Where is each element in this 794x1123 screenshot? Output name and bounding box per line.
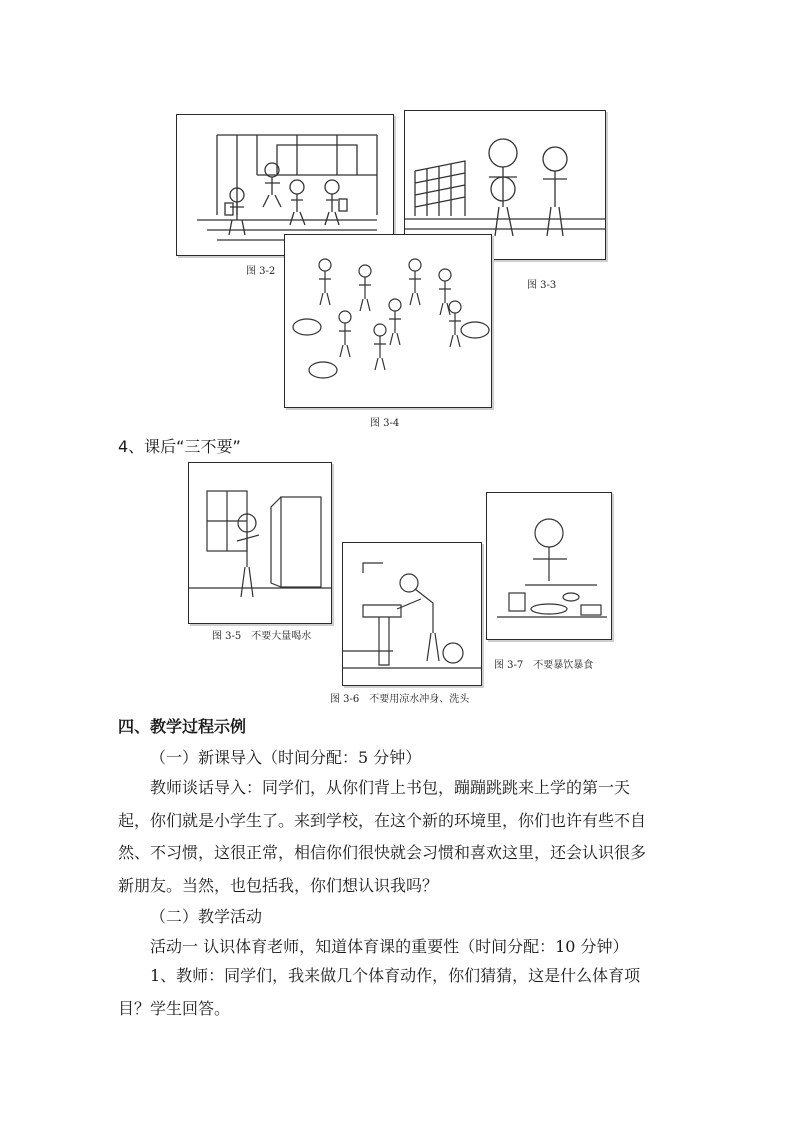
figure-3-6	[342, 542, 482, 686]
figure-3-6-caption: 图 3-6 不要用凉水冲身、洗头	[330, 694, 470, 705]
subheading-activities: （二）教学活动	[150, 907, 263, 926]
boy-washing-head-illustration	[343, 543, 481, 685]
figure-3-5-caption: 图 3-5 不要大量喝水	[212, 631, 312, 642]
paragraph-intro: 教师谈话导入：同学们，从你们背上书包，蹦蹦跳跳来上学的第一天起，你们就是小学生了。来到学校，在这个新的环境里，你们也许有些不自然、不习惯，这很正常，相信你们很快就会习惯和喜欢这里，还会认识很多新朋友。当然，也包括我，你们想认识我吗？	[118, 778, 647, 895]
children-playing-balls-illustration	[285, 235, 491, 407]
figure-3-7	[486, 492, 612, 640]
paragraph-activity-one: 1、教师：同学们，我来做几个体育动作，你们猜猜，这是什么体育项目？学生回答。	[118, 966, 641, 1018]
figure-3-5	[188, 462, 332, 624]
boy-drinking-water-illustration	[189, 463, 331, 623]
figure-3-4-caption: 图 3-4	[370, 418, 400, 429]
figure-3-7-caption: 图 3-7 不要暴饮暴食	[494, 660, 594, 671]
subheading-intro: （一）新课导入（时间分配：5 分钟）	[150, 748, 422, 767]
activity-one-title: 活动一 认识体育老师，知道体育课的重要性（时间分配：10 分钟）	[150, 937, 629, 956]
figure-3-3-caption: 图 3-3	[527, 280, 557, 291]
section-title: 4、课后“三不要”	[118, 437, 241, 456]
figure-3-2-caption: 图 3-2	[246, 266, 276, 277]
heading-four: 四、教学过程示例	[118, 717, 247, 736]
boy-eating-illustration	[487, 493, 611, 639]
figure-3-4	[284, 234, 492, 408]
